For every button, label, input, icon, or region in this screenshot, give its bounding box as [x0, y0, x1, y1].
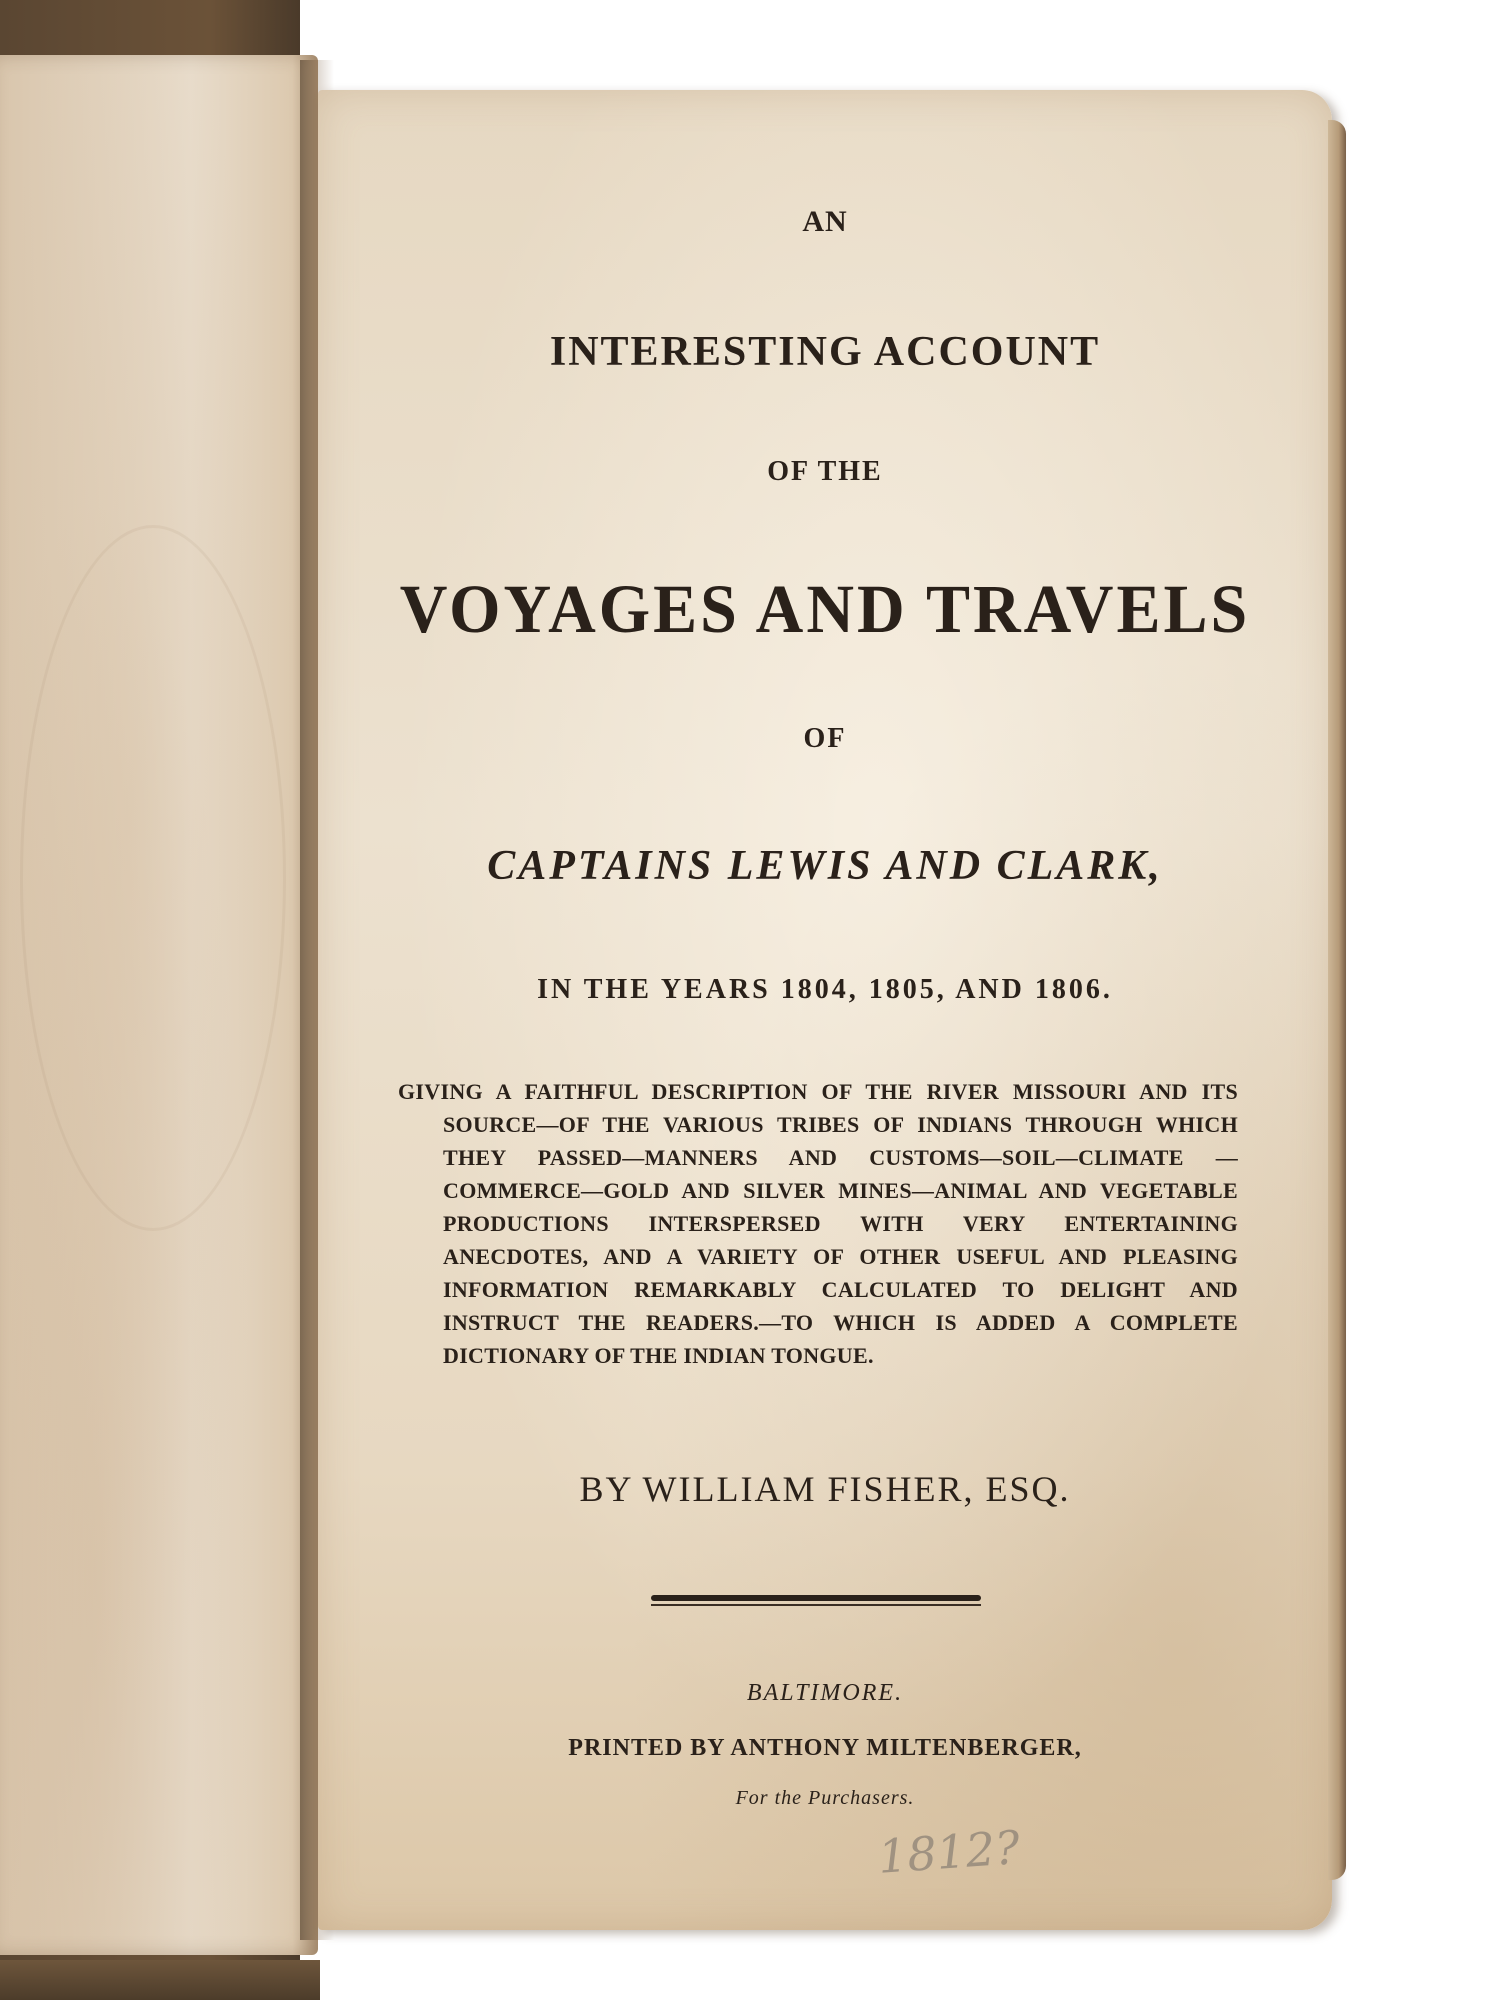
- imprint-place: BALTIMORE.: [746, 1680, 904, 1706]
- rule-thick: [651, 1595, 981, 1601]
- title-line-captains: CAPTAINS LEWIS AND CLARK,: [487, 843, 1163, 889]
- title-description: GIVING A FAITHFUL DESCRIPTION OF THE RIVER MISSOURI AND ITS SOURCE—OF THE VARIOUS TRIBES OF INDIANS THROUGH WHICH THEY PASSED—MANNERS AND CUSTOMS—SOIL—CLIMATE —COMMERCE—GOLD AND SILVER MINES—ANIMAL AND VEGETABLE PRODUCTIONS INTERSPERSED WITH VERY ENTERTAINING ANECDOTES, AND A VARIETY OF OTHER USEFUL AND PLEASING INFORMATION REMARKABLY CALCULATED TO DELIGHT AND INSTRUCT THE READERS.—TO WHICH IS ADDED A COMPLETE DICTIONARY OF THE INDIAN TONGUE.: [398, 1079, 1238, 1368]
- rule-thin: [651, 1604, 981, 1606]
- author-line: BY WILLIAM FISHER, ESQ.: [579, 1469, 1071, 1509]
- decorative-rule: [651, 1595, 981, 1606]
- title-line-interesting-account: INTERESTING ACCOUNT: [549, 329, 1101, 375]
- title-line-of-the: OF THE: [767, 456, 883, 487]
- facing-page-bleed-through: [20, 525, 286, 1231]
- imprint-purchasers: For the Purchasers.: [735, 1787, 915, 1809]
- title-page: [318, 90, 1332, 1930]
- title-line-of: OF: [803, 723, 847, 754]
- book-cover-bottom: [0, 1960, 320, 2000]
- title-line-voyages-and-travels: VOYAGES AND TRAVELS: [399, 571, 1251, 648]
- pencil-annotation: 1812?: [876, 1820, 1022, 1884]
- facing-page: [0, 55, 318, 1955]
- title-line-years: IN THE YEARS 1804, 1805, AND 1806.: [537, 974, 1113, 1005]
- title-line-an: AN: [802, 205, 848, 238]
- imprint-printer: PRINTED BY ANTHONY MILTENBERGER,: [568, 1735, 1082, 1761]
